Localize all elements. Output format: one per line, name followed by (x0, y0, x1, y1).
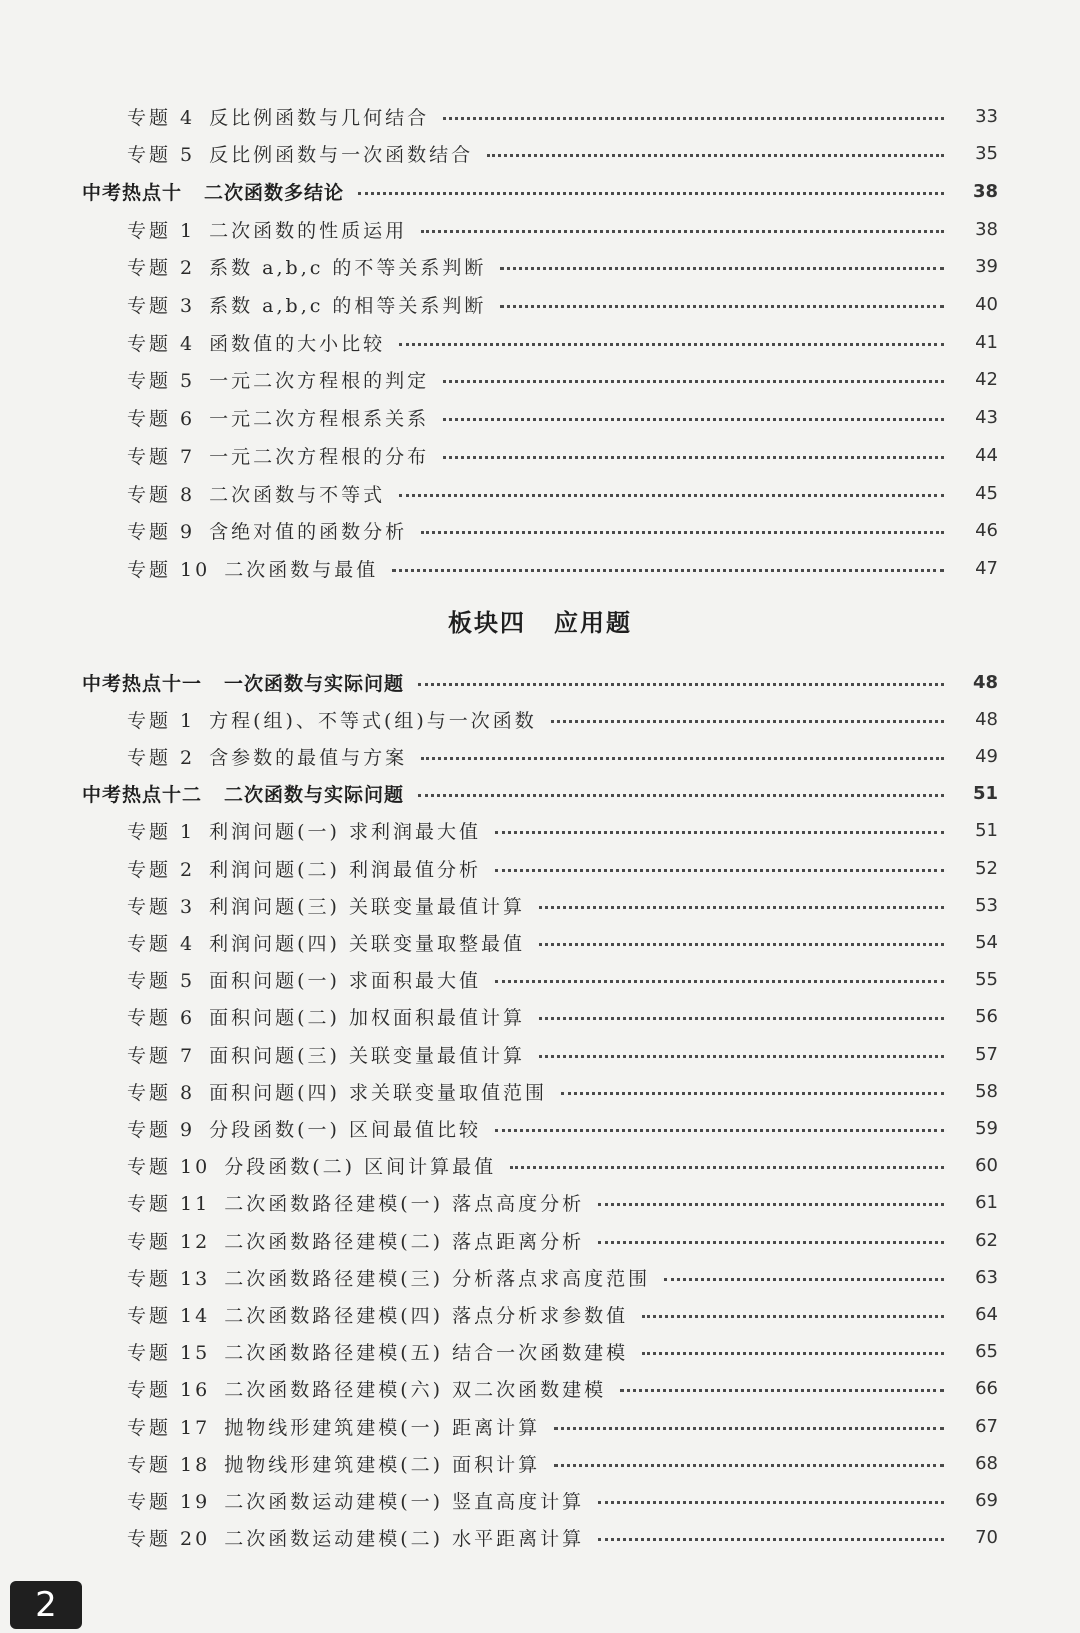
page-number-badge: 2 (10, 1581, 82, 1629)
entry-title: 抛物线形建筑建模(一) 距离计算 (224, 1416, 541, 1439)
entry-title: 二次函数运动建模(二) 水平距离计算 (224, 1528, 585, 1551)
toc-hot-entry (0, 173, 1080, 209)
toc-topic-entry (0, 1334, 1080, 1370)
leader-dots (495, 1109, 944, 1132)
toc-topic-entry (0, 701, 1080, 737)
leader-dots (443, 360, 944, 383)
leader-dots (495, 849, 944, 872)
entry-page-number: 61 (975, 1192, 998, 1214)
leader-dots (500, 285, 944, 308)
entry-title: 面积问题(二) 加权面积最值计算 (209, 1007, 526, 1030)
leader-dots (554, 1444, 944, 1467)
entry-label: 专题 18 (127, 1453, 211, 1476)
toc-topic-entry (0, 1259, 1080, 1295)
entry-label: 专题 2 (127, 257, 196, 280)
entry-page-number: 46 (975, 520, 998, 542)
entry-title: 分段函数(二) 区间计算最值 (224, 1156, 497, 1179)
toc-topic-entry (0, 999, 1080, 1035)
toc-topic-entry (0, 1296, 1080, 1332)
entry-title: 利润问题(二) 利润最值分析 (209, 858, 482, 881)
entry-label: 专题 1 (127, 219, 196, 242)
entry-title: 二次函数多结论 (204, 181, 345, 204)
entry-page-number: 68 (975, 1452, 998, 1474)
entry-label: 专题 4 (127, 332, 196, 355)
entry-label: 专题 11 (127, 1193, 211, 1216)
leader-dots (598, 1518, 944, 1541)
entry-title: 抛物线形建筑建模(二) 面积计算 (224, 1453, 541, 1476)
entry-page-number: 48 (975, 708, 998, 730)
entry-label: 专题 3 (127, 895, 196, 918)
section-heading (0, 603, 1080, 638)
toc-hot-entry (0, 776, 1080, 812)
entry-label: 专题 10 (127, 558, 211, 581)
entry-page-number: 47 (975, 557, 998, 579)
toc-topic-entry (0, 887, 1080, 923)
entry-label: 专题 5 (127, 970, 196, 993)
entry-label: 专题 7 (127, 1044, 196, 1067)
toc-topic-entry (0, 738, 1080, 774)
leader-dots (539, 1035, 944, 1058)
toc-topic-entry (0, 287, 1080, 323)
entry-title: 反比例函数与一次函数结合 (209, 144, 474, 167)
entry-label: 专题 12 (127, 1230, 211, 1253)
entry-page-number: 54 (975, 931, 998, 953)
entry-page-number: 49 (975, 745, 998, 767)
entry-label: 中考热点十 (82, 181, 183, 204)
entry-page-number: 48 (972, 671, 998, 693)
entry-title: 利润问题(四) 关联变量取整最值 (209, 932, 526, 955)
entry-title: 二次函数与最值 (224, 558, 379, 581)
entry-label: 专题 4 (127, 106, 196, 129)
entry-label: 专题 4 (127, 932, 196, 955)
entry-label: 专题 5 (127, 144, 196, 167)
leader-dots (561, 1072, 944, 1095)
toc-topic-entry (0, 475, 1080, 511)
entry-page-number: 39 (975, 256, 998, 278)
entry-label: 专题 8 (127, 1081, 196, 1104)
toc-topic-entry (0, 1408, 1080, 1444)
toc-topic-entry (0, 962, 1080, 998)
entry-label: 专题 15 (127, 1342, 211, 1365)
entry-label: 专题 2 (127, 746, 196, 769)
toc-topic-entry (0, 1371, 1080, 1407)
entry-title: 一元二次方程根系关系 (209, 408, 430, 431)
leader-dots (392, 549, 944, 572)
toc-topic-entry (0, 1445, 1080, 1481)
entry-title: 分段函数(一) 区间最值比较 (209, 1118, 482, 1141)
entry-title: 面积问题(四) 求关联变量取值范围 (209, 1081, 548, 1104)
entry-page-number: 33 (975, 105, 998, 127)
entry-page-number: 66 (975, 1378, 998, 1400)
entry-page-number: 40 (975, 294, 998, 315)
toc-topic-entry (0, 550, 1080, 586)
leader-dots (443, 97, 944, 120)
leader-dots (418, 774, 944, 797)
entry-label: 专题 1 (127, 821, 196, 844)
entry-title: 二次函数与不等式 (209, 483, 386, 506)
toc-topic-entry (0, 1185, 1080, 1221)
leader-dots (421, 737, 944, 760)
entry-label: 中考热点十一 (82, 672, 203, 695)
entry-page-number: 69 (975, 1489, 998, 1511)
toc-topic-entry (0, 98, 1080, 134)
toc-topic-entry (0, 1222, 1080, 1258)
toc-topic-entry (0, 813, 1080, 849)
entry-title: 面积问题(三) 关联变量最值计算 (209, 1044, 526, 1067)
entry-page-number: 45 (975, 482, 998, 504)
entry-label: 专题 19 (127, 1490, 211, 1513)
entry-page-number: 70 (975, 1527, 998, 1549)
entry-title: 系数 a,b,c 的不等关系判断 (209, 257, 487, 280)
entry-label: 专题 8 (127, 483, 196, 506)
entry-title: 二次函数路径建模(五) 结合一次函数建模 (224, 1342, 629, 1365)
entry-page-number: 65 (975, 1341, 998, 1363)
entry-page-number: 53 (975, 894, 998, 916)
toc-topic-entry (0, 437, 1080, 473)
entry-label: 专题 1 (127, 709, 196, 732)
toc-hot-entry (0, 664, 1080, 700)
leader-dots (399, 474, 944, 497)
toc-topic-entry (0, 211, 1080, 247)
entry-page-number: 51 (975, 820, 998, 842)
entry-page-number: 60 (975, 1155, 998, 1177)
entry-label: 专题 2 (127, 858, 196, 881)
leader-dots (443, 436, 944, 459)
entry-title: 反比例函数与几何结合 (209, 106, 430, 129)
leader-dots (399, 323, 944, 346)
entry-title: 二次函数的性质运用 (209, 219, 408, 242)
entry-title: 利润问题(三) 关联变量最值计算 (209, 895, 526, 918)
entry-page-number: 63 (975, 1266, 998, 1288)
leader-dots (620, 1369, 944, 1392)
entry-page-number: 38 (975, 218, 998, 240)
toc-topic-entry (0, 924, 1080, 960)
entry-page-number: 58 (975, 1080, 998, 1102)
toc-topic-entry (0, 1073, 1080, 1109)
entry-label: 中考热点十二 (82, 784, 203, 807)
entry-label: 专题 16 (127, 1379, 211, 1402)
entry-title: 二次函数路径建模(一) 落点高度分析 (224, 1193, 585, 1216)
entry-title: 方程(组)、不等式(组)与一次函数 (209, 709, 537, 732)
leader-dots (495, 811, 944, 834)
leader-dots (642, 1295, 944, 1318)
entry-page-number: 35 (975, 143, 998, 165)
toc-topic-entry (0, 362, 1080, 398)
entry-label: 专题 9 (127, 521, 196, 544)
entry-title: 函数值的大小比较 (209, 332, 386, 355)
section-heading-part2: 应用题 (554, 609, 632, 637)
entry-title: 系数 a,b,c 的相等关系判断 (209, 295, 487, 317)
leader-dots (418, 663, 944, 686)
leader-dots (421, 511, 944, 534)
entry-page-number: 59 (975, 1117, 998, 1139)
leader-dots (598, 1183, 944, 1206)
entry-label: 专题 3 (127, 295, 196, 317)
leader-dots (664, 1258, 944, 1281)
entry-title: 二次函数路径建模(四) 落点分析求参数值 (224, 1304, 629, 1327)
entry-label: 专题 6 (127, 408, 196, 431)
leader-dots (539, 923, 944, 946)
entry-title: 一元二次方程根的分布 (209, 445, 430, 468)
toc-topic-entry (0, 850, 1080, 886)
leader-dots (500, 247, 944, 270)
entry-label: 专题 6 (127, 1007, 196, 1030)
entry-title: 二次函数运动建模(一) 竖直高度计算 (224, 1490, 585, 1513)
entry-title: 含绝对值的函数分析 (209, 521, 408, 544)
toc-topic-entry (0, 513, 1080, 549)
entry-page-number: 52 (975, 857, 998, 879)
entry-page-number: 56 (975, 1006, 998, 1028)
toc-topic-entry (0, 324, 1080, 360)
entry-label: 专题 5 (127, 370, 196, 393)
entry-page-number: 64 (975, 1303, 998, 1325)
leader-dots (510, 1146, 944, 1169)
toc-topic-entry (0, 249, 1080, 285)
entry-page-number: 67 (975, 1415, 998, 1437)
entry-title: 利润问题(一) 求利润最大值 (209, 821, 482, 844)
entry-page-number: 43 (975, 407, 998, 429)
section-heading-part1: 板块四 (448, 609, 526, 637)
entry-page-number: 55 (975, 969, 998, 991)
entry-page-number: 51 (972, 783, 998, 805)
leader-dots (539, 886, 944, 909)
entry-page-number: 38 (972, 180, 998, 202)
leader-dots (487, 134, 944, 157)
leader-dots (539, 997, 944, 1020)
entry-title: 一次函数与实际问题 (224, 672, 405, 695)
leader-dots (495, 960, 944, 983)
toc-topic-entry (0, 1110, 1080, 1146)
entry-title: 一元二次方程根的判定 (209, 370, 430, 393)
entry-label: 专题 7 (127, 445, 196, 468)
entry-page-number: 44 (975, 444, 998, 466)
entry-label: 专题 13 (127, 1267, 211, 1290)
leader-dots (421, 210, 944, 233)
leader-dots (358, 172, 944, 195)
entry-label: 专题 9 (127, 1118, 196, 1141)
leader-dots (551, 700, 944, 723)
entry-label: 专题 10 (127, 1156, 211, 1179)
leader-dots (598, 1481, 944, 1504)
leader-dots (554, 1407, 944, 1430)
toc-topic-entry (0, 1520, 1080, 1556)
toc-topic-entry (0, 1482, 1080, 1518)
entry-title: 含参数的最值与方案 (209, 746, 408, 769)
leader-dots (642, 1332, 944, 1355)
entry-title: 面积问题(一) 求面积最大值 (209, 970, 482, 993)
entry-label: 专题 17 (127, 1416, 211, 1439)
entry-page-number: 57 (975, 1043, 998, 1065)
entry-page-number: 41 (975, 331, 998, 353)
entry-label: 专题 14 (127, 1304, 211, 1327)
toc-topic-entry (0, 136, 1080, 172)
entry-label: 专题 20 (127, 1528, 211, 1551)
entry-title: 二次函数路径建模(三) 分析落点求高度范围 (224, 1267, 651, 1290)
entry-page-number: 42 (975, 369, 998, 391)
entry-page-number: 62 (975, 1229, 998, 1251)
toc-topic-entry (0, 1036, 1080, 1072)
entry-title: 二次函数路径建模(六) 双二次函数建模 (224, 1379, 607, 1402)
entry-title: 二次函数与实际问题 (224, 784, 405, 807)
toc-topic-entry (0, 1148, 1080, 1184)
entry-title: 二次函数路径建模(二) 落点距离分析 (224, 1230, 585, 1253)
leader-dots (598, 1221, 944, 1244)
toc-topic-entry (0, 400, 1080, 436)
leader-dots (443, 398, 944, 421)
